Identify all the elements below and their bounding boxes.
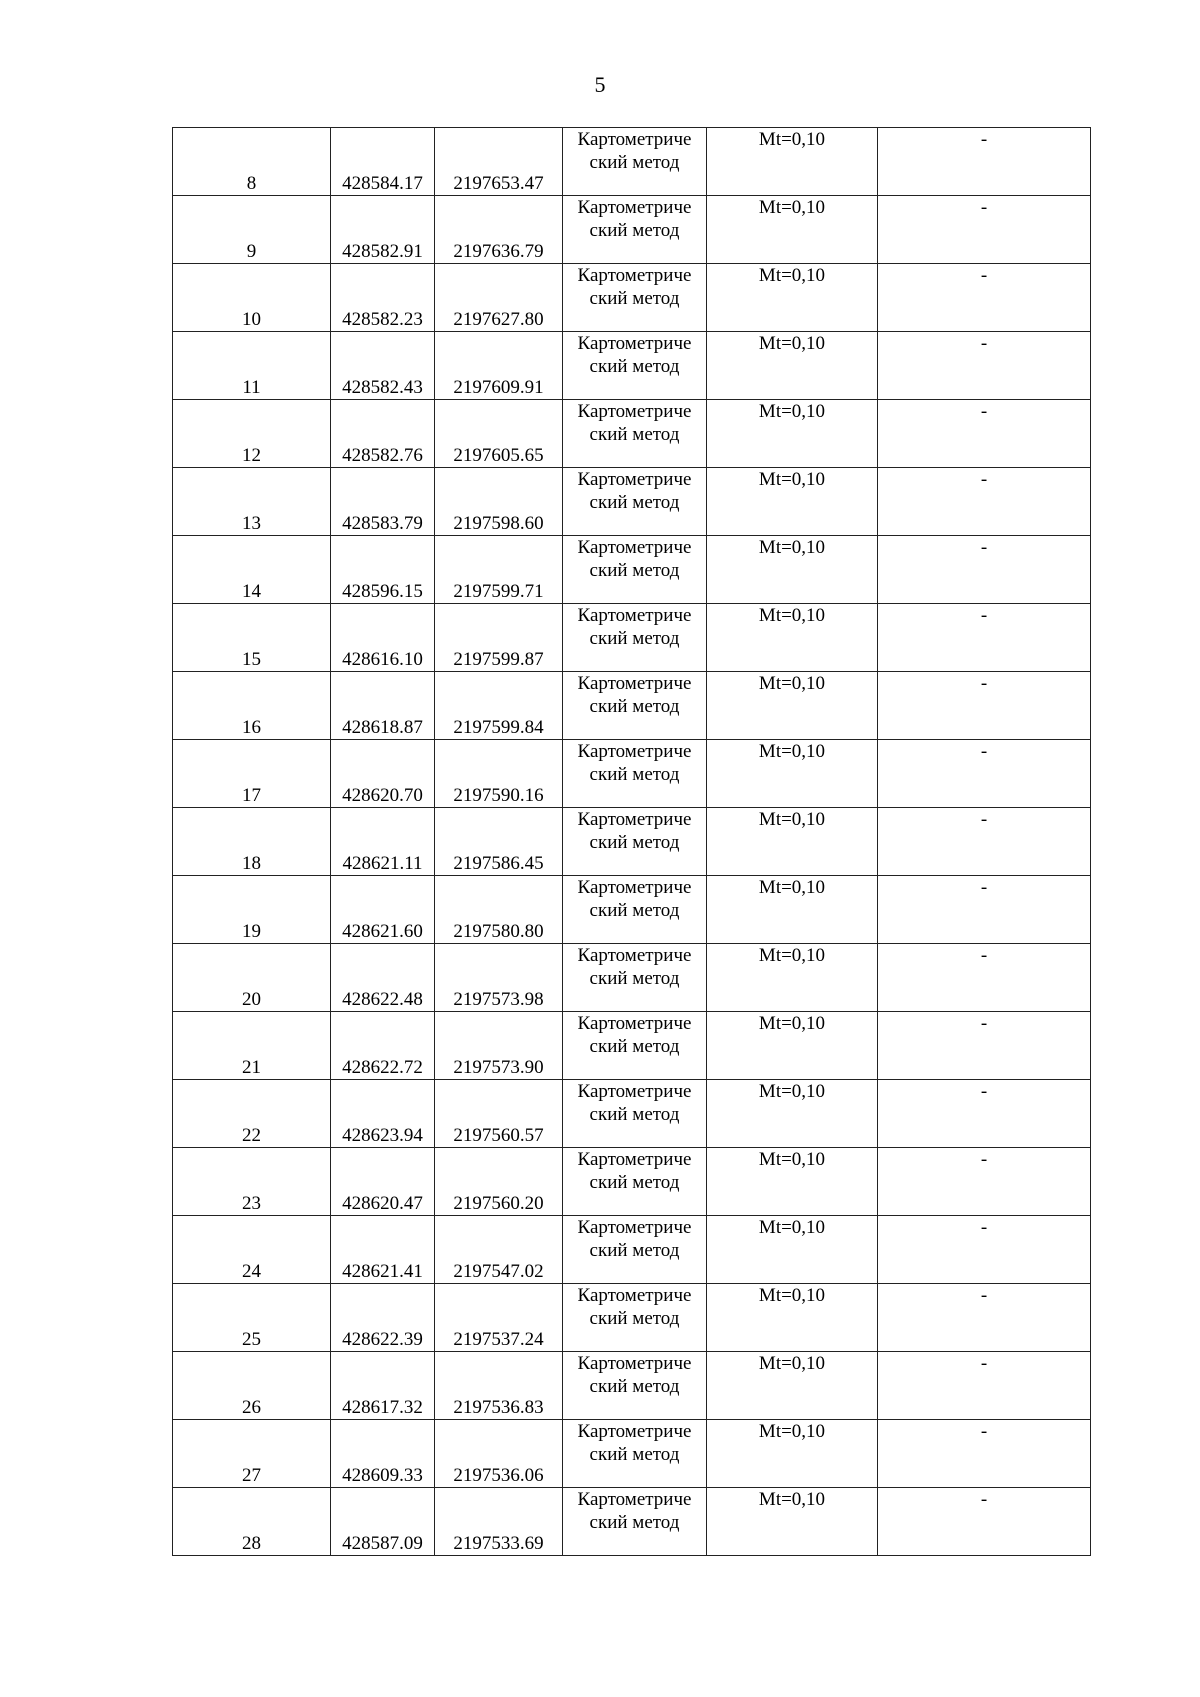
description-cell: - bbox=[878, 1012, 1091, 1080]
method-line-1: Картометриче bbox=[577, 1013, 692, 1034]
accuracy-cell: Mt=0,10 bbox=[707, 1012, 878, 1080]
point-number-cell: 15 bbox=[173, 604, 331, 672]
x-coordinate-cell: 428583.79 bbox=[331, 468, 435, 536]
x-coordinate-cell: 428618.87 bbox=[331, 672, 435, 740]
x-coordinate-cell: 428587.09 bbox=[331, 1488, 435, 1556]
method-line-1: Картометриче bbox=[577, 605, 692, 626]
table-row bbox=[173, 808, 1091, 876]
method-line-2: ский метод bbox=[589, 1308, 680, 1329]
y-coordinate-cell: 2197605.65 bbox=[435, 400, 563, 468]
method-cell bbox=[563, 1080, 707, 1148]
x-coordinate-cell: 428621.11 bbox=[331, 808, 435, 876]
description-cell: - bbox=[878, 1284, 1091, 1352]
table-row bbox=[173, 128, 1091, 196]
method-cell bbox=[563, 740, 707, 808]
point-number-cell: 10 bbox=[173, 264, 331, 332]
table-row bbox=[173, 468, 1091, 536]
point-number-cell: 23 bbox=[173, 1148, 331, 1216]
point-number-cell: 9 bbox=[173, 196, 331, 264]
method-cell bbox=[563, 1284, 707, 1352]
point-number-cell: 20 bbox=[173, 944, 331, 1012]
table-row bbox=[173, 400, 1091, 468]
accuracy-cell: Mt=0,10 bbox=[707, 944, 878, 1012]
method-line-1: Картометриче bbox=[577, 1285, 692, 1306]
method-line-2: ский метод bbox=[589, 1512, 680, 1533]
point-number-cell: 11 bbox=[173, 332, 331, 400]
description-cell: - bbox=[878, 128, 1091, 196]
table-row bbox=[173, 536, 1091, 604]
method-cell bbox=[563, 1420, 707, 1488]
method-line-2: ский метод bbox=[589, 628, 680, 649]
method-line-1: Картометриче bbox=[577, 945, 692, 966]
method-line-2: ский метод bbox=[589, 492, 680, 513]
y-coordinate-cell: 2197599.87 bbox=[435, 604, 563, 672]
x-coordinate-cell: 428621.41 bbox=[331, 1216, 435, 1284]
x-coordinate-cell: 428582.91 bbox=[331, 196, 435, 264]
description-cell: - bbox=[878, 400, 1091, 468]
method-line-1: Картометриче bbox=[577, 333, 692, 354]
point-number-cell: 25 bbox=[173, 1284, 331, 1352]
y-coordinate-cell: 2197653.47 bbox=[435, 128, 563, 196]
table-row bbox=[173, 1080, 1091, 1148]
table-row bbox=[173, 604, 1091, 672]
point-number-cell: 19 bbox=[173, 876, 331, 944]
point-number-cell: 14 bbox=[173, 536, 331, 604]
y-coordinate-cell: 2197573.98 bbox=[435, 944, 563, 1012]
y-coordinate-cell: 2197560.20 bbox=[435, 1148, 563, 1216]
x-coordinate-cell: 428582.76 bbox=[331, 400, 435, 468]
method-line-1: Картометриче bbox=[577, 197, 692, 218]
x-coordinate-cell: 428621.60 bbox=[331, 876, 435, 944]
method-line-1: Картометриче bbox=[577, 809, 692, 830]
description-cell: - bbox=[878, 1420, 1091, 1488]
description-cell: - bbox=[878, 196, 1091, 264]
method-cell bbox=[563, 1352, 707, 1420]
accuracy-cell: Mt=0,10 bbox=[707, 1420, 878, 1488]
method-cell bbox=[563, 604, 707, 672]
method-line-2: ский метод bbox=[589, 1172, 680, 1193]
accuracy-cell: Mt=0,10 bbox=[707, 1352, 878, 1420]
description-cell: - bbox=[878, 876, 1091, 944]
accuracy-cell: Mt=0,10 bbox=[707, 1148, 878, 1216]
x-coordinate-cell: 428622.72 bbox=[331, 1012, 435, 1080]
description-cell: - bbox=[878, 1216, 1091, 1284]
method-cell bbox=[563, 468, 707, 536]
x-coordinate-cell: 428623.94 bbox=[331, 1080, 435, 1148]
accuracy-cell: Mt=0,10 bbox=[707, 672, 878, 740]
description-cell: - bbox=[878, 332, 1091, 400]
method-line-2: ский метод bbox=[589, 288, 680, 309]
description-cell: - bbox=[878, 604, 1091, 672]
accuracy-cell: Mt=0,10 bbox=[707, 876, 878, 944]
x-coordinate-cell: 428582.43 bbox=[331, 332, 435, 400]
method-line-1: Картометриче bbox=[577, 1353, 692, 1374]
x-coordinate-cell: 428596.15 bbox=[331, 536, 435, 604]
method-cell bbox=[563, 672, 707, 740]
description-cell: - bbox=[878, 672, 1091, 740]
method-line-1: Картометриче bbox=[577, 1421, 692, 1442]
description-cell: - bbox=[878, 808, 1091, 876]
accuracy-cell: Mt=0,10 bbox=[707, 264, 878, 332]
method-line-1: Картометриче bbox=[577, 1217, 692, 1238]
y-coordinate-cell: 2197627.80 bbox=[435, 264, 563, 332]
table-row bbox=[173, 1488, 1091, 1556]
accuracy-cell: Mt=0,10 bbox=[707, 400, 878, 468]
method-line-1: Картометриче bbox=[577, 877, 692, 898]
method-line-2: ский метод bbox=[589, 1104, 680, 1125]
y-coordinate-cell: 2197547.02 bbox=[435, 1216, 563, 1284]
coordinates-table-body bbox=[173, 128, 1091, 1556]
x-coordinate-cell: 428617.32 bbox=[331, 1352, 435, 1420]
method-line-2: ский метод bbox=[589, 1036, 680, 1057]
method-cell bbox=[563, 808, 707, 876]
method-line-1: Картометриче bbox=[577, 469, 692, 490]
accuracy-cell: Mt=0,10 bbox=[707, 604, 878, 672]
point-number-cell: 17 bbox=[173, 740, 331, 808]
point-number-cell: 26 bbox=[173, 1352, 331, 1420]
description-cell: - bbox=[878, 1488, 1091, 1556]
point-number-cell: 8 bbox=[173, 128, 331, 196]
method-cell bbox=[563, 196, 707, 264]
y-coordinate-cell: 2197590.16 bbox=[435, 740, 563, 808]
y-coordinate-cell: 2197536.83 bbox=[435, 1352, 563, 1420]
table-row bbox=[173, 1012, 1091, 1080]
point-number-cell: 28 bbox=[173, 1488, 331, 1556]
method-cell bbox=[563, 332, 707, 400]
x-coordinate-cell: 428622.39 bbox=[331, 1284, 435, 1352]
method-line-2: ский метод bbox=[589, 832, 680, 853]
point-number-cell: 13 bbox=[173, 468, 331, 536]
x-coordinate-cell: 428622.48 bbox=[331, 944, 435, 1012]
table-row bbox=[173, 332, 1091, 400]
description-cell: - bbox=[878, 468, 1091, 536]
method-line-1: Картометриче bbox=[577, 537, 692, 558]
method-line-1: Картометриче bbox=[577, 265, 692, 286]
table-row bbox=[173, 1352, 1091, 1420]
table-row bbox=[173, 672, 1091, 740]
table-row bbox=[173, 944, 1091, 1012]
table-row bbox=[173, 1420, 1091, 1488]
table-row bbox=[173, 196, 1091, 264]
method-cell bbox=[563, 1148, 707, 1216]
method-cell bbox=[563, 1012, 707, 1080]
method-line-2: ский метод bbox=[589, 764, 680, 785]
table-row bbox=[173, 876, 1091, 944]
coordinates-table bbox=[172, 127, 1091, 1556]
accuracy-cell: Mt=0,10 bbox=[707, 468, 878, 536]
accuracy-cell: Mt=0,10 bbox=[707, 196, 878, 264]
method-cell bbox=[563, 876, 707, 944]
accuracy-cell: Mt=0,10 bbox=[707, 536, 878, 604]
y-coordinate-cell: 2197599.84 bbox=[435, 672, 563, 740]
method-line-2: ский метод bbox=[589, 1444, 680, 1465]
method-cell bbox=[563, 128, 707, 196]
x-coordinate-cell: 428616.10 bbox=[331, 604, 435, 672]
method-line-1: Картометриче bbox=[577, 1149, 692, 1170]
description-cell: - bbox=[878, 264, 1091, 332]
description-cell: - bbox=[878, 1148, 1091, 1216]
accuracy-cell: Mt=0,10 bbox=[707, 1284, 878, 1352]
accuracy-cell: Mt=0,10 bbox=[707, 1216, 878, 1284]
method-line-1: Картометриче bbox=[577, 673, 692, 694]
point-number-cell: 18 bbox=[173, 808, 331, 876]
method-cell bbox=[563, 400, 707, 468]
y-coordinate-cell: 2197609.91 bbox=[435, 332, 563, 400]
table-row bbox=[173, 1284, 1091, 1352]
method-cell bbox=[563, 944, 707, 1012]
description-cell: - bbox=[878, 944, 1091, 1012]
description-cell: - bbox=[878, 1080, 1091, 1148]
method-line-2: ский метод bbox=[589, 424, 680, 445]
method-line-2: ский метод bbox=[589, 560, 680, 581]
page-number: 5 bbox=[594, 72, 606, 97]
method-line-2: ский метод bbox=[589, 152, 680, 173]
method-cell bbox=[563, 1488, 707, 1556]
y-coordinate-cell: 2197586.45 bbox=[435, 808, 563, 876]
method-line-1: Картометриче bbox=[577, 741, 692, 762]
y-coordinate-cell: 2197560.57 bbox=[435, 1080, 563, 1148]
point-number-cell: 24 bbox=[173, 1216, 331, 1284]
x-coordinate-cell: 428620.70 bbox=[331, 740, 435, 808]
method-line-2: ский метод bbox=[589, 696, 680, 717]
y-coordinate-cell: 2197537.24 bbox=[435, 1284, 563, 1352]
table-row bbox=[173, 264, 1091, 332]
method-cell bbox=[563, 536, 707, 604]
method-line-2: ский метод bbox=[589, 220, 680, 241]
method-line-1: Картометриче bbox=[577, 1081, 692, 1102]
point-number-cell: 22 bbox=[173, 1080, 331, 1148]
point-number-cell: 21 bbox=[173, 1012, 331, 1080]
table-row bbox=[173, 740, 1091, 808]
point-number-cell: 16 bbox=[173, 672, 331, 740]
method-line-1: Картометриче bbox=[577, 401, 692, 422]
y-coordinate-cell: 2197533.69 bbox=[435, 1488, 563, 1556]
accuracy-cell: Mt=0,10 bbox=[707, 332, 878, 400]
description-cell: - bbox=[878, 536, 1091, 604]
method-cell bbox=[563, 264, 707, 332]
method-line-2: ский метод bbox=[589, 356, 680, 377]
method-line-2: ский метод bbox=[589, 1240, 680, 1261]
method-line-2: ский метод bbox=[589, 900, 680, 921]
table-row bbox=[173, 1216, 1091, 1284]
y-coordinate-cell: 2197573.90 bbox=[435, 1012, 563, 1080]
accuracy-cell: Mt=0,10 bbox=[707, 808, 878, 876]
point-number-cell: 12 bbox=[173, 400, 331, 468]
point-number-cell: 27 bbox=[173, 1420, 331, 1488]
method-line-2: ский метод bbox=[589, 1376, 680, 1397]
y-coordinate-cell: 2197599.71 bbox=[435, 536, 563, 604]
table-row bbox=[173, 1148, 1091, 1216]
description-cell: - bbox=[878, 1352, 1091, 1420]
y-coordinate-cell: 2197636.79 bbox=[435, 196, 563, 264]
x-coordinate-cell: 428582.23 bbox=[331, 264, 435, 332]
method-line-1: Картометриче bbox=[577, 1489, 692, 1510]
x-coordinate-cell: 428620.47 bbox=[331, 1148, 435, 1216]
method-line-1: Картометриче bbox=[577, 129, 692, 150]
accuracy-cell: Mt=0,10 bbox=[707, 1488, 878, 1556]
method-line-2: ский метод bbox=[589, 968, 680, 989]
y-coordinate-cell: 2197580.80 bbox=[435, 876, 563, 944]
x-coordinate-cell: 428609.33 bbox=[331, 1420, 435, 1488]
accuracy-cell: Mt=0,10 bbox=[707, 1080, 878, 1148]
accuracy-cell: Mt=0,10 bbox=[707, 740, 878, 808]
y-coordinate-cell: 2197598.60 bbox=[435, 468, 563, 536]
method-cell bbox=[563, 1216, 707, 1284]
x-coordinate-cell: 428584.17 bbox=[331, 128, 435, 196]
y-coordinate-cell: 2197536.06 bbox=[435, 1420, 563, 1488]
accuracy-cell: Mt=0,10 bbox=[707, 128, 878, 196]
description-cell: - bbox=[878, 740, 1091, 808]
